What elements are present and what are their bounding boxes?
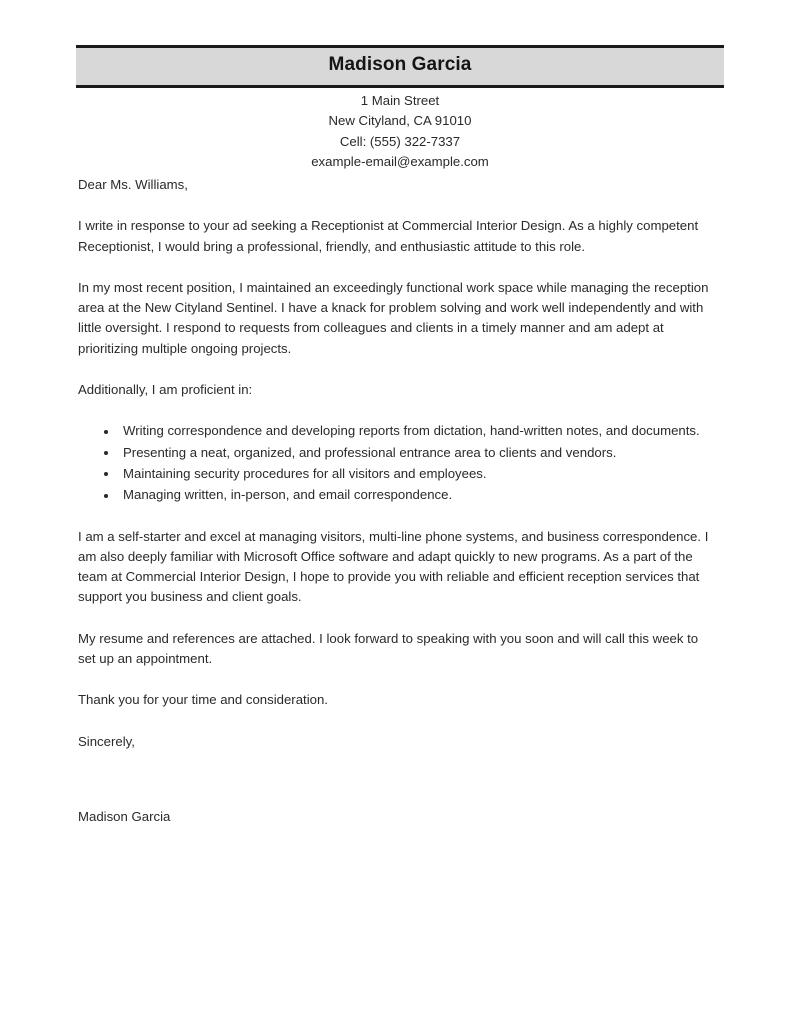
contact-phone: Cell: (555) 322-7337 [339, 133, 461, 149]
letterhead-banner [76, 45, 724, 88]
letter-body [78, 175, 712, 827]
list-item: Managing written, in-person, and email correspondence. [104, 485, 712, 505]
applicant-name-heading: Madison Garcia [328, 54, 472, 75]
signature-name: Madison Garcia [78, 808, 171, 824]
body-paragraph-1: I write in response to your ad seeking a Receptionist at Commercial Interior Design. As a highly competent Receptionist, I would bring a professional, friendly, and enthusiastic attitude to this role. [78, 218, 699, 254]
list-item: Presenting a neat, organized, and professional entrance area to clients and vendors. [104, 443, 712, 463]
skills-intro: Additionally, I am proficient in: [78, 382, 253, 398]
contact-email: example-email@example.com [311, 153, 489, 169]
closing-paragraph-3: Thank you for your time and consideration. [78, 692, 328, 708]
closing-paragraph-2: My resume and references are attached. I look forward to speaking with you soon and will call this week to set up an appointment. [78, 630, 699, 667]
list-item: Writing correspondence and developing reports from dictation, hand-written notes, and documents. [104, 421, 712, 441]
contact-city-state-zip: New Cityland, CA 91010 [328, 113, 472, 129]
signoff: Sincerely, [78, 733, 135, 749]
skills-list [78, 421, 712, 505]
body-paragraph-2: In my most recent position, I maintained an exceedingly functional work space while managing the reception area at the New Cityland Sentinel. I have a knack for problem solving and work well independently and with little oversight. I respond to requests from colleagues and clients in a timely manner and am adept at prioritizing multiple ongoing projects. [78, 279, 709, 356]
salutation: Dear Ms. Williams, [78, 177, 188, 192]
contact-street: 1 Main Street [360, 93, 440, 108]
closing-paragraph-1: I am a self-starter and excel at managing visitors, multi-line phone systems, and business correspondence. I am also deeply familiar with Microsoft Office software and adapt quickly to new programs. As a part of the team at Commercial Interior Design, I hope to provide you with reliable and efficient reception services that support you business and client goals. [78, 528, 709, 605]
contact-block [76, 91, 724, 172]
list-item: Maintaining security procedures for all visitors and employees. [104, 464, 712, 484]
